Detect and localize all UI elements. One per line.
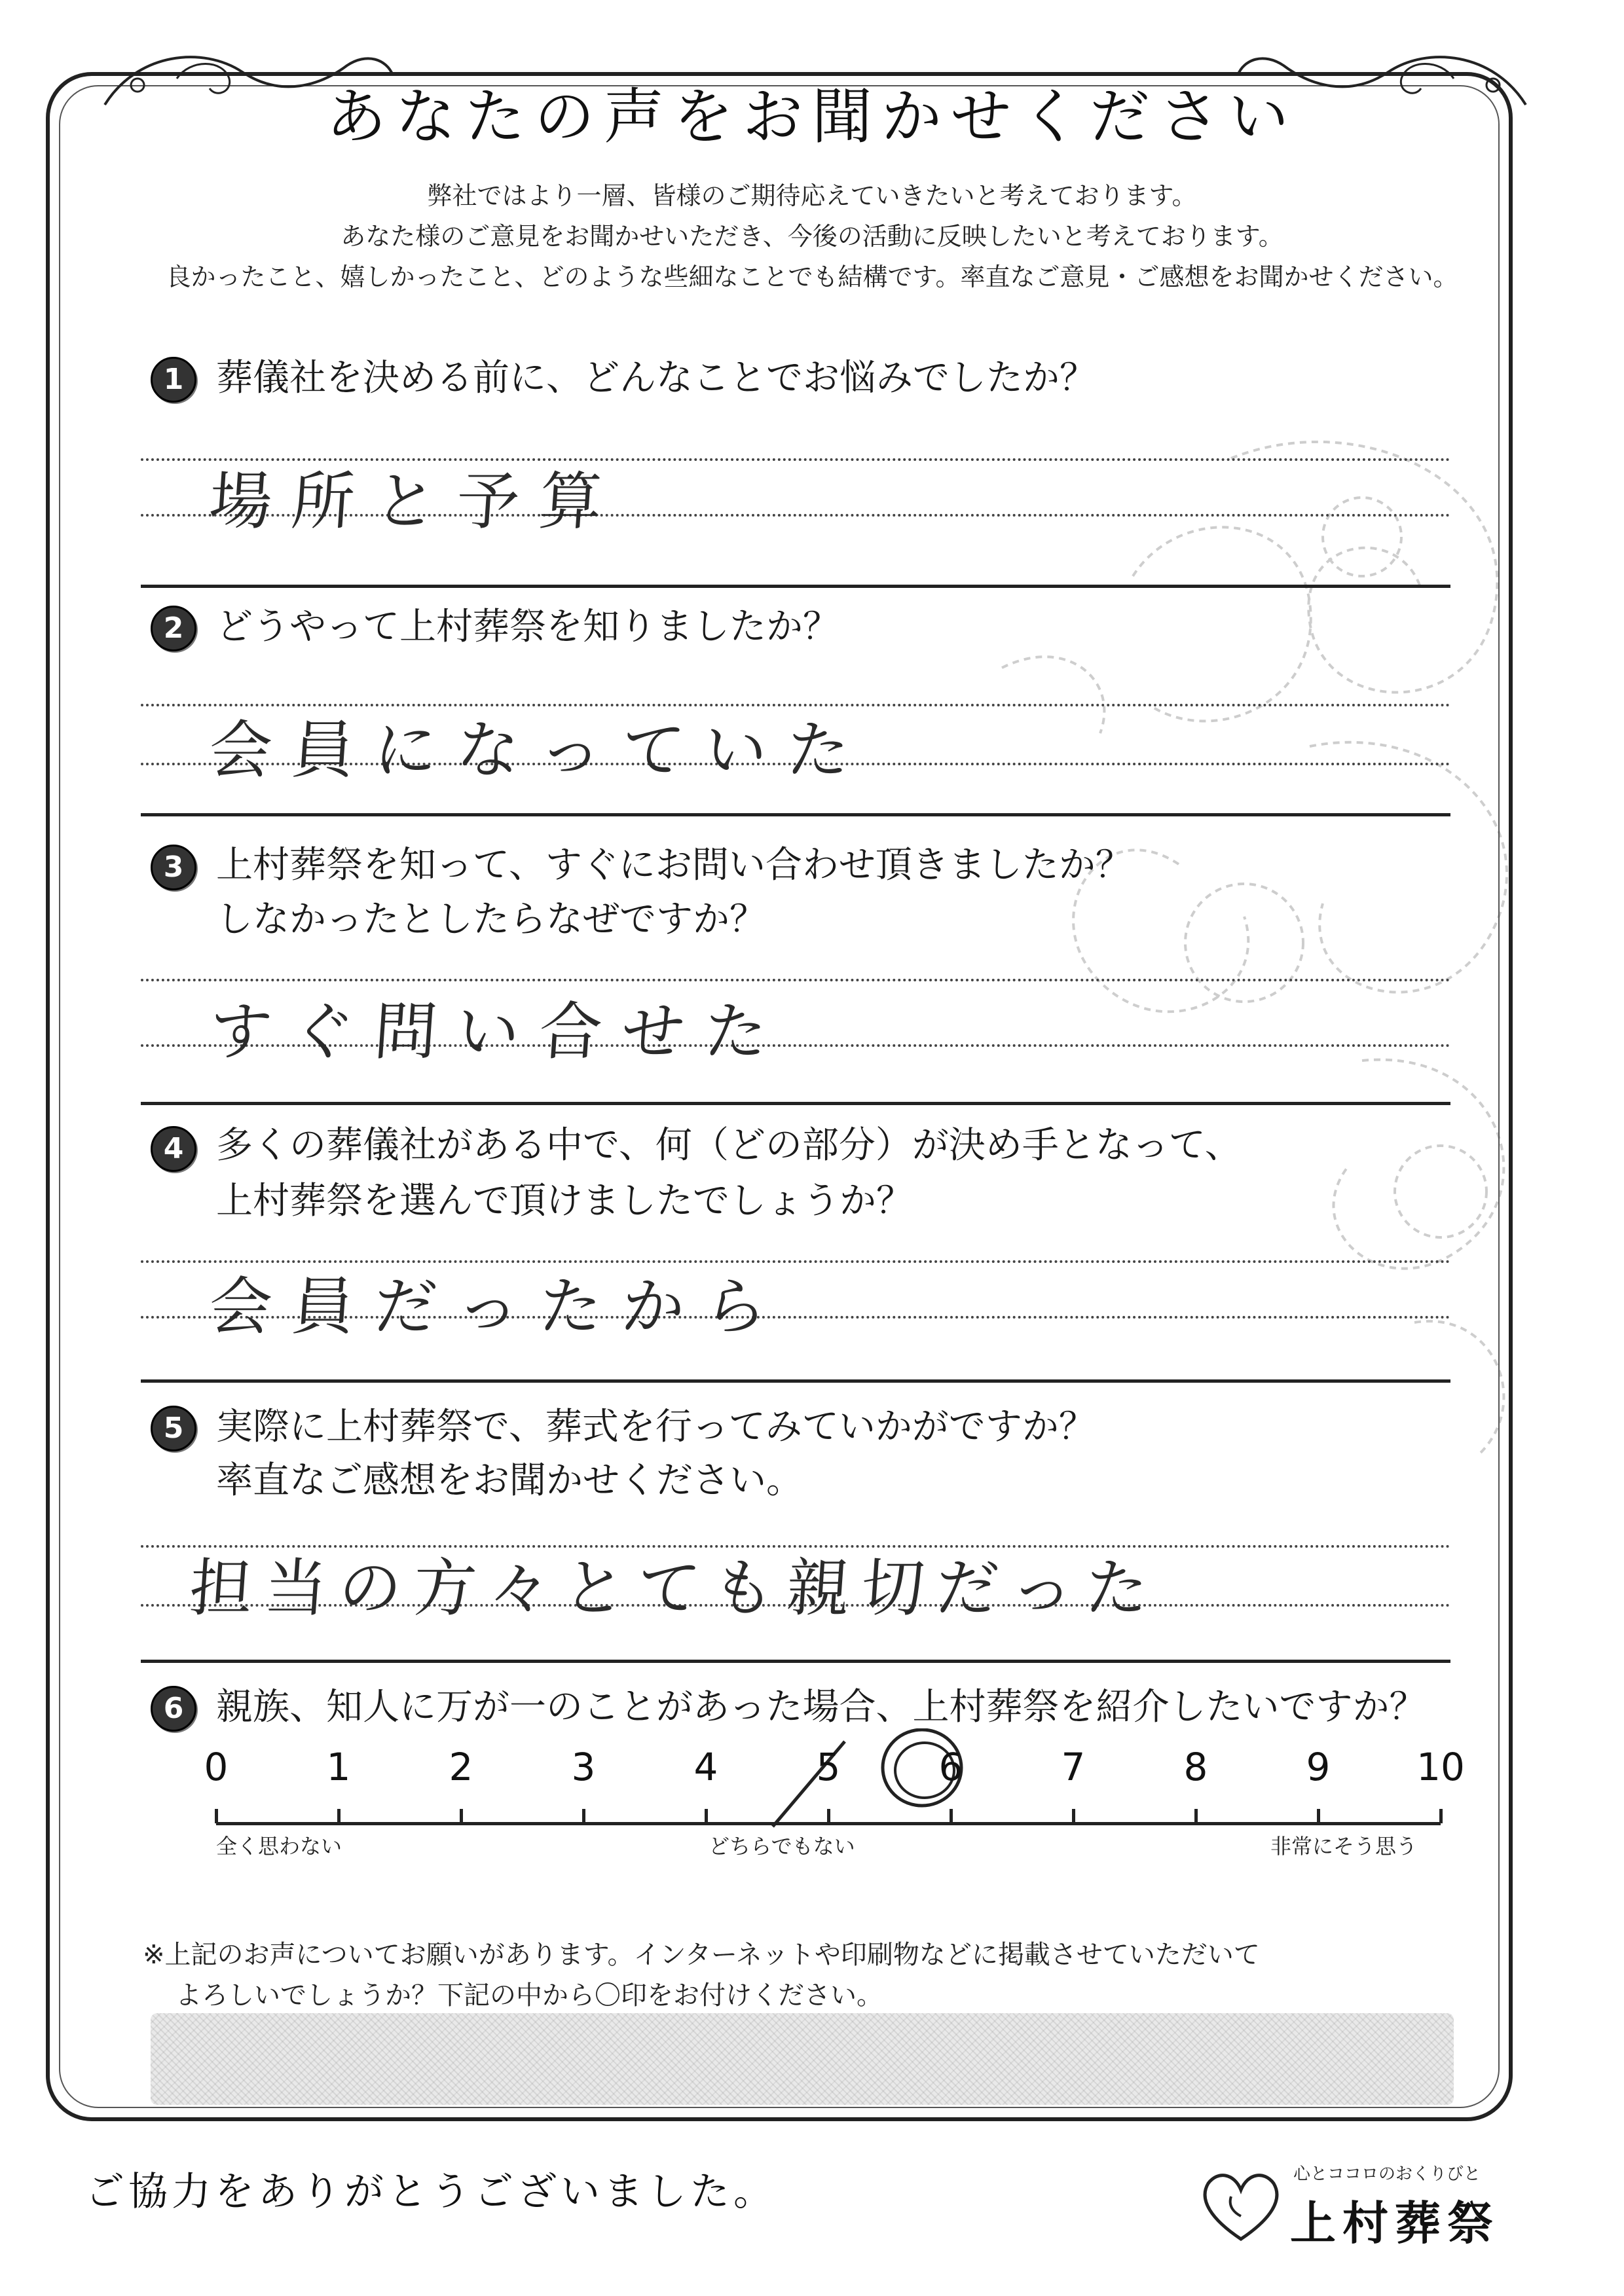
question-number-badge: 3 [151,845,196,890]
question-5-text-line1: 実際に上村葬祭で、葬式を行ってみていかがですか？ [216,1406,1096,1448]
rating-option-9[interactable]: 9 [1306,1745,1331,1789]
question-divider [141,813,1450,816]
rating-option-3[interactable]: 3 [571,1745,596,1789]
rating-tick [582,1809,585,1823]
answer-2-handwritten: 会員になっていた [206,714,872,787]
intro-line: 弊社ではより一層、皆様のご期待応えていきたいと考えております。 [427,181,1197,210]
thanks-message: ご協力をありがとうございました。 [85,2169,777,2215]
scale-label-mid: どちらでもない [709,1834,855,1859]
rating-tick [337,1809,341,1823]
answer-1-handwritten: 場所と予算 [206,465,625,538]
rating-tick [1439,1809,1443,1823]
question-4-text-line1: 多くの葬儀社がある中で、何（どの部分）が決め手となって、 [216,1124,1242,1167]
question-number-badge: 4 [151,1126,196,1172]
answer-line [141,979,1450,981]
question-divider [141,1379,1450,1383]
question-number-badge: 1 [151,357,196,403]
rating-option-7[interactable]: 7 [1061,1745,1086,1789]
rating-tick [215,1809,218,1823]
answer-4-handwritten: 会員だったから [206,1270,790,1343]
redacted-selection-area [151,2013,1454,2105]
scale-label-low: 全く思わない [216,1834,342,1859]
question-3-text-line2: しなかったとしたらなぜですか？ [216,898,766,941]
question-number-badge: 5 [151,1406,196,1451]
question-4-text-line2: 上村葬祭を選んで頂けましたでしょうか？ [216,1180,913,1222]
publication-request-note [143,1935,1260,2016]
logo-tagline: 心とココロのおくりびと [1293,2164,1481,2184]
scale-label-high: 非常にそう思う [1270,1834,1418,1859]
question-2-text: どうやって上村葬祭を知りましたか？ [216,606,840,648]
rating-tick [1317,1809,1320,1823]
question-divider [141,1102,1450,1105]
rating-tick [705,1809,708,1823]
rating-tick [950,1809,953,1823]
question-number-badge: 6 [151,1686,196,1732]
rating-option-2[interactable]: 2 [449,1745,473,1789]
rating-tick [1072,1809,1075,1823]
question-3-text-line1: 上村葬祭を知って、すぐにお問い合わせ頂きましたか？ [216,844,1132,886]
note-line: ※上記のお声についてお願いがあります。インターネットや印刷物などに掲載させていただいて [143,1940,1260,1970]
question-5-text-line2: 率直なご感想をお聞かせください。 [216,1459,803,1502]
rating-option-0[interactable]: 0 [204,1745,229,1789]
rating-tick [460,1809,463,1823]
question-number-badge: 2 [151,606,196,651]
question-divider [141,1660,1450,1663]
company-logo [1198,2160,1539,2250]
rating-option-8[interactable]: 8 [1183,1745,1208,1789]
question-divider [141,585,1450,588]
rating-option-4[interactable]: 4 [693,1745,718,1789]
rating-option-1[interactable]: 1 [326,1745,351,1789]
page-title: あなたの声をお聞かせください [325,82,1298,152]
rating-option-10[interactable]: 10 [1416,1745,1465,1789]
heart-logo-icon [1198,2167,1283,2246]
rating-option-6[interactable]: 6 [938,1745,963,1789]
note-line: よろしいでしょうか？下記の中から〇印をお付けください。 [175,1980,883,2011]
answer-5-handwritten: 担当の方々とても親切だった [187,1552,1163,1625]
question-6-text: 親族、知人に万が一のことがあった場合、上村葬祭を紹介したいですか？ [216,1686,1426,1728]
answer-3-handwritten: すぐ問い合せた [206,995,790,1068]
intro-line: 良かったこと、嬉しかったこと、どのような些細なことでも結構です。率直なご意見・ご感想をお聞かせください。 [166,263,1458,291]
intro-text [0,175,1624,297]
intro-line: あなた様のご意見をお聞かせいただき、今後の活動に反映したいと考えております。 [341,222,1283,251]
rating-option-5[interactable]: 5 [816,1745,841,1789]
rating-tick [827,1809,830,1823]
rating-tick [1194,1809,1198,1823]
logo-company-name: 上村葬祭 [1290,2196,1500,2250]
question-1-text: 葬儀社を決める前に、どんなことでお悩みでしたか？ [216,357,1096,399]
